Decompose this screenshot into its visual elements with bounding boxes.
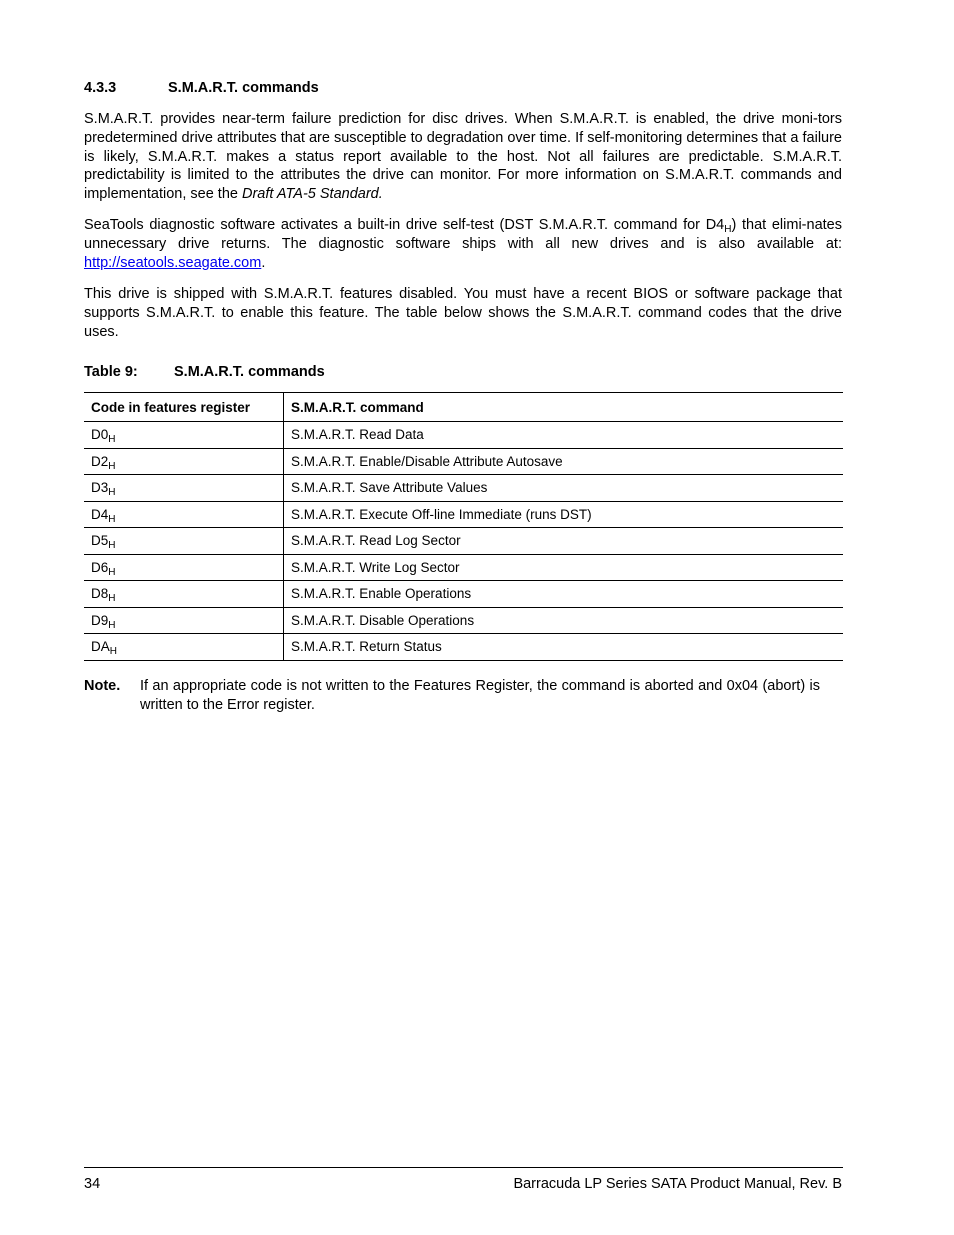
paragraph-text: S.M.A.R.T. provides near-term failure prediction for disc drives. When S.M.A.R.T. is enabled, the drive moni-tors predetermined drive attributes that are susceptible to degradation over time. If self-monitoring determines that a failure is likely, S.M.A.R.T. makes a status report available to the host. Not all failures are predictable. S.M.A.R.T. predictability is limited to the attributes the drive can monitor. For more information on S.M.A.R.T. commands and implementation, see the	[84, 111, 842, 203]
seatools-link[interactable]: http://seatools.seagate.com	[84, 254, 262, 271]
table-row	[84, 634, 843, 661]
code-value: D2	[91, 453, 109, 469]
table-row	[84, 581, 843, 608]
command-cell: S.M.A.R.T. Read Data	[284, 422, 844, 449]
table-header-row	[84, 393, 843, 422]
code-cell	[84, 475, 284, 502]
table-row	[84, 607, 843, 634]
hex-subscript: H	[108, 460, 116, 472]
hex-subscript: H	[108, 540, 116, 552]
table-number: Table 9:	[84, 364, 138, 380]
manual-title: Barracuda LP Series SATA Product Manual, Rev. B	[513, 1176, 842, 1192]
code-cell	[84, 607, 284, 634]
paragraph-text: SeaTools diagnostic software activates a built-in drive self-test (DST S.M.A.R.T. command for D4	[84, 217, 725, 233]
note-label: Note.	[84, 678, 121, 694]
command-cell: S.M.A.R.T. Enable Operations	[284, 581, 844, 608]
column-header-command: S.M.A.R.T. command	[284, 393, 844, 422]
paragraph-smart-disabled	[84, 285, 842, 341]
code-value: D3	[91, 480, 109, 496]
command-cell: S.M.A.R.T. Write Log Sector	[284, 554, 844, 581]
table-row	[84, 528, 843, 555]
code-value: D4	[91, 506, 109, 522]
table-row	[84, 422, 843, 449]
command-cell: S.M.A.R.T. Enable/Disable Attribute Autosave	[284, 448, 844, 475]
table-row	[84, 475, 843, 502]
paragraph-seatools	[84, 216, 842, 272]
standard-reference: Draft ATA-5 Standard.	[241, 186, 383, 203]
hex-subscript: H	[108, 487, 116, 499]
paragraph-text: .	[261, 254, 266, 271]
paragraph-text: ) that elimi-nates unnecessary drive returns. The diagnostic software ships with all new drives and is also available at:	[84, 217, 842, 252]
command-cell: S.M.A.R.T. Return Status	[284, 634, 844, 661]
page-number: 34	[84, 1176, 101, 1192]
hex-subscript: H	[108, 619, 116, 631]
section-number: 4.3.3	[84, 80, 117, 96]
code-cell	[84, 501, 284, 528]
table-caption	[84, 364, 325, 380]
code-cell	[84, 581, 284, 608]
command-cell: S.M.A.R.T. Execute Off-line Immediate (runs DST)	[284, 501, 844, 528]
code-cell	[84, 634, 284, 661]
code-value: D9	[91, 612, 109, 628]
table-row	[84, 448, 843, 475]
hex-subscript: H	[109, 646, 117, 658]
table-row	[84, 554, 843, 581]
command-cell: S.M.A.R.T. Read Log Sector	[284, 528, 844, 555]
section-title: S.M.A.R.T. commands	[168, 80, 319, 96]
hex-subscript: H	[108, 566, 116, 578]
paragraph-smart-intro	[84, 110, 842, 204]
paragraph-text: This drive is shipped with S.M.A.R.T. features disabled. You must have a recent BIOS or software package that supports S.M.A.R.T. to enable this feature. The table below shows the S.M.A.R.T. command codes that the drive uses.	[84, 286, 842, 340]
command-cell: S.M.A.R.T. Disable Operations	[284, 607, 844, 634]
table-row	[84, 501, 843, 528]
code-value: D0	[91, 427, 109, 443]
smart-commands-table	[84, 392, 843, 661]
hex-subscript: H	[108, 513, 116, 525]
command-cell: S.M.A.R.T. Save Attribute Values	[284, 475, 844, 502]
code-cell	[84, 528, 284, 555]
footer-divider	[84, 1167, 843, 1168]
note-text: If an appropriate code is not written to the Features Register, the command is aborted and 0x04 (abort) is written to the Error register.	[140, 678, 820, 713]
code-cell	[84, 422, 284, 449]
code-value: D6	[91, 559, 109, 575]
code-value: DA	[91, 639, 110, 655]
section-heading	[84, 80, 319, 96]
column-header-code: Code in features register	[84, 393, 284, 422]
code-cell	[84, 448, 284, 475]
hex-subscript: H	[724, 224, 732, 235]
code-value: D8	[91, 586, 109, 602]
table-title: S.M.A.R.T. commands	[174, 364, 325, 380]
hex-subscript: H	[108, 434, 116, 446]
hex-subscript: H	[108, 593, 116, 605]
code-value: D5	[91, 533, 109, 549]
code-cell	[84, 554, 284, 581]
